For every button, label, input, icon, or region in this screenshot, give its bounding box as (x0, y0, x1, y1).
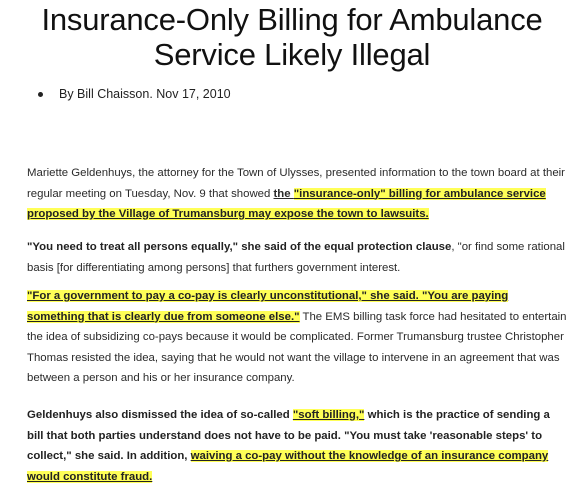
paragraph-3-highlight: "For a government to pay a co-pay is clearly unconstitutional," she said. "You are paying something that is clearly due from someone else." (27, 290, 509, 323)
paragraph-4-bold-a: Geldenhuys also dismissed the idea of so-called (27, 409, 293, 421)
paragraph-1 (27, 163, 567, 225)
paragraph-1-text: Mariette Geldenhuys, the attorney for the Town of Ulysses, presented information to the town board at their regular meeting on Tuesday, Nov. 9 that showed (27, 167, 565, 200)
paragraph-4-bold-b: which is the practice of sending a bill that both parties understand does not have to be paid. "You must take 'reasonable steps' to collect," she said. In addition, (27, 409, 550, 462)
paragraph-4-highlight-b: waiving a co-pay without the knowledge of an insurance company would constitute fraud. (27, 450, 549, 483)
bullet-icon (38, 92, 43, 97)
paragraph-1-highlight: "insurance-only" billing for ambulance service proposed by the Village of Trumansburg may expose the town to lawsuits. (27, 187, 546, 220)
article-title: Insurance-Only Billing for Ambulance Service Likely Illegal (41, 2, 543, 72)
paragraph-1-underlined: the (273, 187, 294, 200)
byline-text: By Bill Chaisson. Nov 17, 2010 (59, 87, 231, 101)
paragraph-4 (27, 405, 567, 487)
paragraph-2-text: , "or find some rational basis [for differentiating among persons] that furthers government interest. (27, 241, 565, 274)
paragraph-3 (27, 286, 567, 389)
paragraph-2-bold: "You need to treat all persons equally," she said of the equal protection clause (27, 241, 452, 253)
byline (38, 87, 231, 101)
paragraph-3-text: The EMS billing task force had hesitated to entertain the idea of subsidizing co-pays because it would be complicated. Former Trumansburg trustee Christopher Thomas resisted the idea, saying that he would not want the village to intervene in an agreement that was between a person and his or her insurance company. (27, 310, 567, 384)
paragraph-4-highlight-a: "soft billing," (292, 409, 365, 421)
paragraph-2 (27, 237, 567, 278)
